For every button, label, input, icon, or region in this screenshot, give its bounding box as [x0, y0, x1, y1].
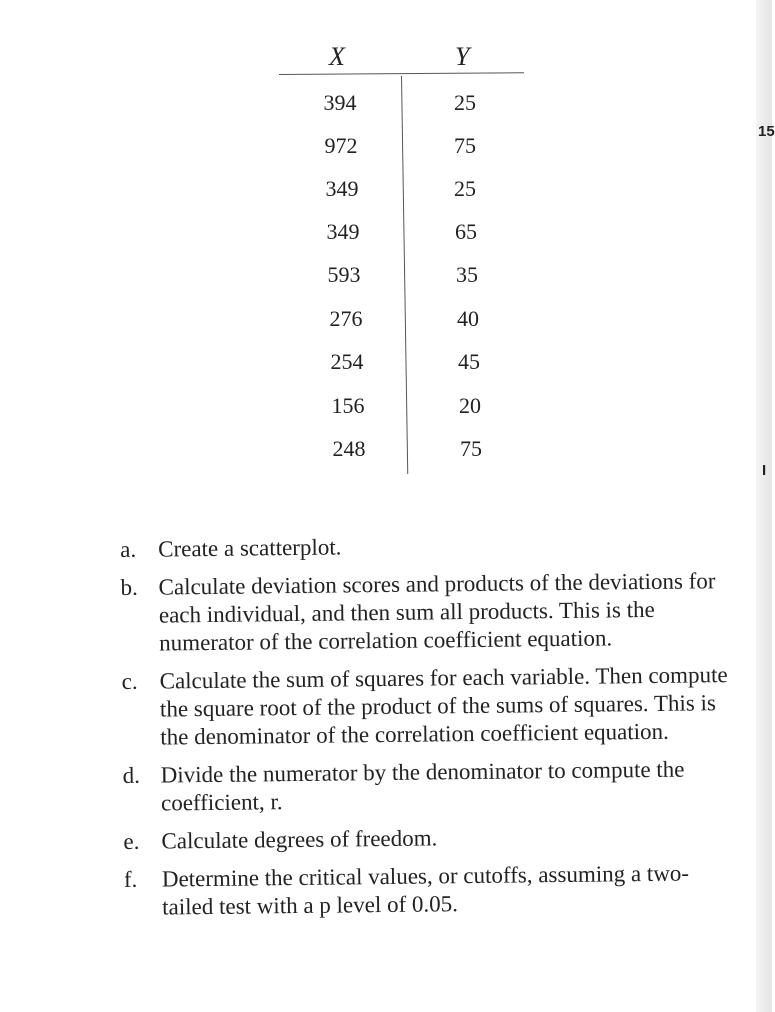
x-value: 254 — [330, 349, 364, 374]
question-text: Calculate degrees of freedom. — [161, 825, 438, 854]
x-value: 248 — [332, 436, 366, 461]
y-value: 25 — [454, 90, 476, 115]
y-value: 75 — [460, 436, 482, 461]
question-letter: d. — [122, 762, 141, 788]
x-value: 276 — [329, 306, 363, 331]
x-value: 394 — [323, 90, 357, 115]
table-row — [279, 90, 524, 120]
table-row — [279, 393, 524, 423]
y-value: 20 — [459, 393, 481, 418]
y-value: 45 — [458, 349, 480, 374]
x-column-header: X — [329, 42, 345, 71]
table-row — [279, 436, 524, 466]
question-item — [120, 529, 730, 564]
adjacent-page-mark: I — [762, 462, 767, 479]
y-value: 40 — [457, 306, 479, 331]
question-letter: a. — [120, 536, 137, 562]
page-binding-edge — [756, 0, 772, 1012]
question-text: Calculate the sum of squares for each variable. Then compute the square root of the product of the sums of squares. This is the denominator of the correlation coefficient equation. — [159, 662, 728, 750]
question-text: Calculate deviation scores and products of the deviations for each individual, and then sum all products. This is the numerator of the correlation coefficient equation. — [158, 568, 716, 656]
y-value: 75 — [454, 133, 476, 158]
question-item — [123, 755, 734, 818]
table-row — [279, 262, 524, 292]
question-text: Create a scatterplot. — [158, 534, 342, 562]
question-text: Determine the critical values, or cutoffs, assuming a two-tailed test with a p level of 0.05. — [161, 860, 690, 920]
y-value: 65 — [455, 219, 477, 244]
table-row — [279, 219, 524, 249]
question-letter: c. — [121, 668, 138, 694]
y-value: 25 — [454, 176, 476, 201]
table-row — [279, 133, 524, 163]
question-letter: b. — [120, 574, 138, 600]
question-item — [124, 859, 735, 922]
x-value: 156 — [331, 393, 365, 418]
question-letter: f. — [123, 866, 138, 892]
table-row — [279, 176, 524, 206]
header-rule — [279, 72, 524, 75]
table-row — [279, 349, 524, 379]
question-letter: e. — [123, 828, 140, 854]
question-item — [121, 661, 732, 752]
x-value: 349 — [326, 219, 360, 244]
x-value: 349 — [325, 176, 359, 201]
question-list — [120, 529, 734, 932]
x-value: 972 — [324, 133, 358, 158]
adjacent-page-number: 15 — [758, 123, 775, 140]
question-item — [123, 821, 733, 856]
y-value: 35 — [456, 262, 478, 287]
data-table — [279, 40, 524, 475]
y-column-header: Y — [455, 42, 470, 71]
question-text: Divide the numerator by the denominator to compute the coefficient, r. — [160, 756, 685, 816]
x-value: 593 — [327, 262, 361, 287]
question-item — [120, 567, 731, 658]
table-row — [279, 306, 524, 336]
